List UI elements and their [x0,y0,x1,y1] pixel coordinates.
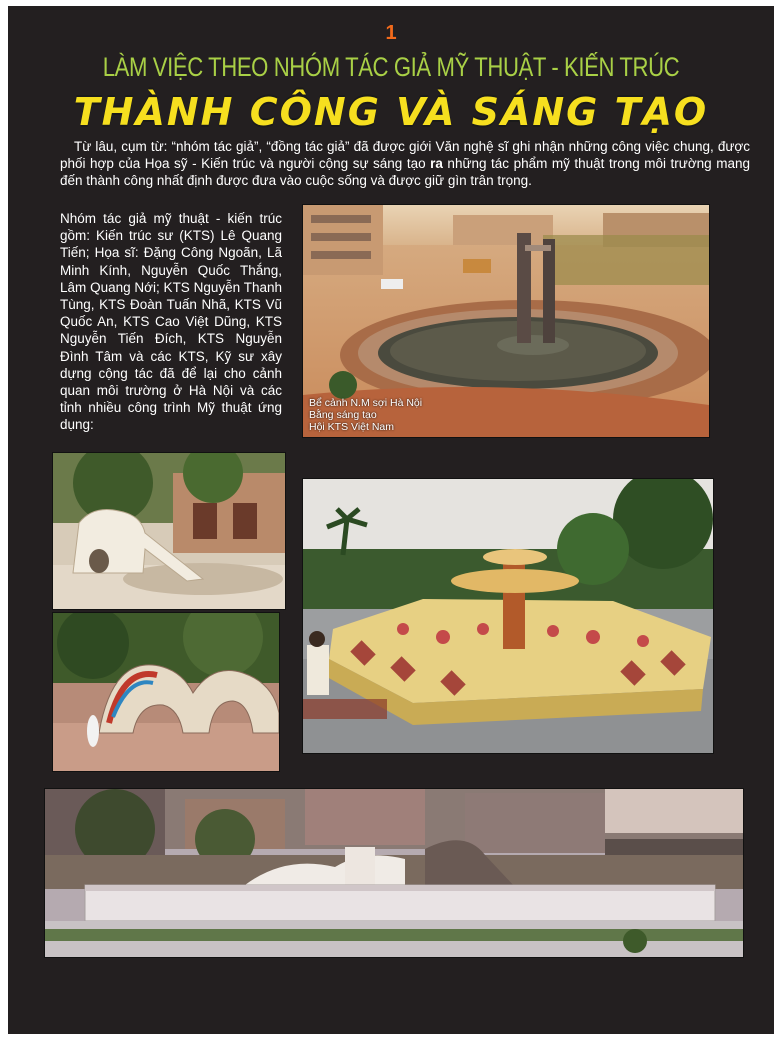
intro-text-part1: Từ lâu, cụm từ: “nhóm tác giả”, “đồng tác giả” đã được giới Văn nghệ sĩ ghi nhận những công việc chung, được phối hợp của Họa sỹ - Kiến trúc và người cộng sự sáng tạo [60,139,750,171]
intro-text-part2: những tác phẩm mỹ thuật trong môi trường mang đến thành công nhất định được đưa vào cuộc sống và được giữ gìn trân trọng. [60,156,750,188]
photo-caption [309,397,422,433]
pagoda-fountain-illustration [303,479,713,753]
photo-elephant-slide [52,452,286,610]
caption-line-1: Bể cảnh N.M sợi Hà Nội [309,397,423,409]
panorama-dragon-pool-illustration [45,789,743,957]
caption-line-3: Hội KTS Việt Nam [309,421,394,433]
page-title: LÀM VIỆC THEO NHÓM TÁC GIẢ MỸ THUẬT - KIẾN TRÚC [102,52,680,82]
authors-paragraph: Nhóm tác giả mỹ thuật - kiến trúc gồm: Kiến trúc sư (KTS) Lê Quang Tiến; Họa sĩ: Đặng Công Ngoãn, Lã Minh Kính, Nguyễn Quốc Thắng, Lâm Quang Nới; KTS Nguyễn Thanh Tùng, KTS Đoàn Tuấn Nhã, KTS Vũ Quốc An, KTS Cao Việt Dũng, KTS Nguyễn Tiến Đích, KTS Nguyễn Đình Tâm và các KTS, Kỹ sư xây dựng cộng tác đã để lại cho cảnh quan môi trường ở Hà Nội và các tỉnh nhiều công trình Mỹ thuật ứng dụng: [60,211,282,433]
photo-panorama-dragon-pool [44,788,744,958]
magazine-page [8,6,774,1034]
page-subtitle: THÀNH CÔNG VÀ SÁNG TẠO [8,90,774,134]
photo-dragon-tunnel [52,612,280,772]
intro-text-bold: ra [430,156,443,171]
intro-paragraph [60,138,750,189]
photo-pagoda-fountain [302,478,714,754]
page-number: 1 [385,22,397,44]
dragon-tunnel-illustration [53,613,279,771]
caption-line-2: Bằng sáng tạo [309,409,377,421]
elephant-slide-illustration [53,453,285,609]
photo-fountain-textile-factory [302,204,710,438]
